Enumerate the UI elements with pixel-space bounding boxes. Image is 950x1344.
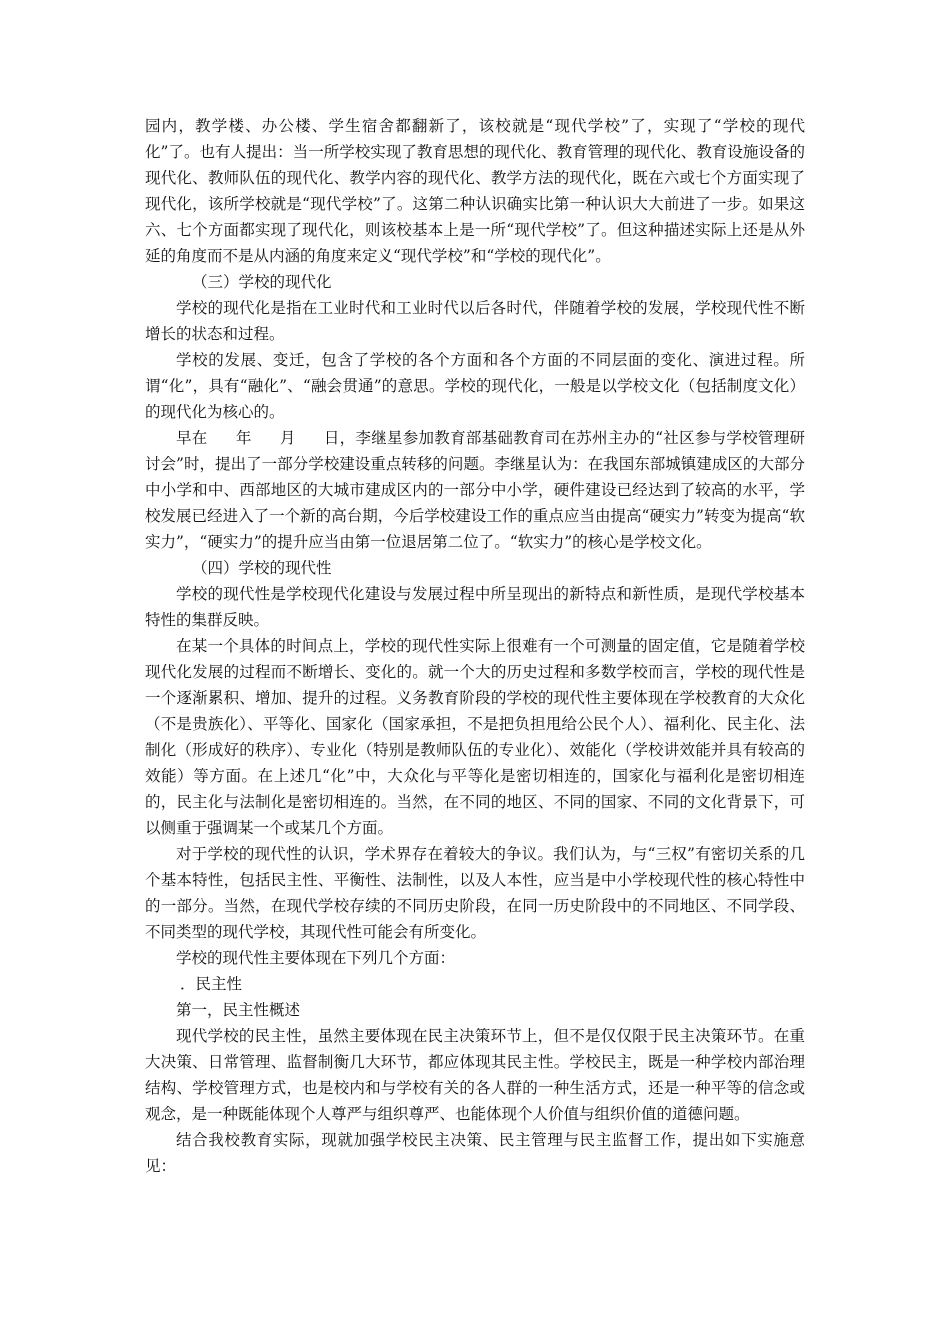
paragraph-intro: 园内，教学楼、办公楼、学生宿舍都翻新了，该校就是“现代学校”了，实现了“学校的现代化”了。也有人提出：当一所学校实现了教育思想的现代化、教育管理的现代化、教育设施设备的现代化、教师队伍的现代化、教学内容的现代化、教学方法的现代化，既在六或七个方面实现了现代化，该所学校就是“现代学校”了。这第二种认识确实比第一种认识大大前进了一步。如果这六、七个方面都实现了现代化，则该校基本上是一所“现代学校”了。但这种描述实际上还是从外延的角度而不是从内涵的角度来定义“现代学校”和“学校的现代化”。 (145, 117, 805, 265)
date-prefix: 早在 (176, 429, 208, 447)
section-heading-4: （四）学校的现代性 (192, 559, 332, 577)
section-heading-3: （三）学校的现代化 (192, 273, 332, 291)
list-item-democracy: ．民主性 (180, 975, 243, 993)
paragraph-modernity-debate: 对于学校的现代性的认识，学术界存在着较大的争议。我们认为，与“三权”有密切关系的几个基本特性，包括民主性、平衡性、法制性，以及人本性，应当是中小学校现代性的核心特性中的一部分。当然，在现代学校存续的不同历史阶段，在同一历史阶段中的不同地区、不同学段、不同类型的现代学校，其现代性可能会有所变化。 (145, 845, 805, 941)
paragraph-implementation: 结合我校教育实际，现就加强学校民主决策、民主管理与民主监督工作，提出如下实施意见： (145, 1131, 805, 1175)
paragraph-modernity-definition: 学校的现代性是学校现代化建设与发展过程中所呈现出的新特点和新性质，是现代学校基本特性的集群反映。 (145, 585, 805, 629)
paragraph-li-jixing-body: 日，李继星参加教育部基础教育司在苏州主办的“社区参与学校管理研讨会”时，提出了一部分学校建设重点转移的问题。李继星认为：在我国东部城镇建成区的大部分中小学和中、西部地区的大城市建成区内的一部分中小学，硬件建设已经达到了较高的水平，学校发展已经进入了一个新的高台期，今后学校建设工作的重点应当由提高“硬实力”转变为提高“软实力”，“硬实力”的提升应当由第一位退居第二位了。“软实力”的核心是学校文化。 (145, 429, 805, 551)
document-body (145, 113, 805, 1179)
paragraph-modernity-aspects: 学校的现代性主要体现在下列几个方面： (176, 949, 456, 967)
date-year-unit: 年 (235, 429, 252, 447)
paragraph-modernity-process: 在某一个具体的时间点上，学校的现代性实际上很难有一个可测量的固定值，它是随着学校现代化发展的过程而不断增长、变化的。就一个大的历史过程和多数学校而言，学校的现代性是一个逐渐累积、增加、提升的过程。义务教育阶段的学校的现代性主要体现在学校教育的大众化（不是贵族化）、平等化、国家化（国家承担，不是把负担甩给公民个人）、福利化、民主化、法制化（形成好的秩序）、专业化（特别是教师队伍的专业化）、效能化（学校讲效能并具有较高的效能）等方面。在上述几“化”中，大众化与平等化是密切相连的，国家化与福利化是密切相连的，民主化与法制化是密切相连的。当然，在不同的地区、不同的国家、不同的文化背景下，可以侧重于强调某一个或某几个方面。 (145, 637, 805, 837)
date-month-unit: 月 (279, 429, 296, 447)
paragraph-definition: 学校的现代化是指在工业时代和工业时代以后各时代，伴随着学校的发展，学校现代性不断增长的状态和过程。 (145, 299, 805, 343)
paragraph-democracy: 现代学校的民主性，虽然主要体现在民主决策环节上，但不是仅仅限于民主决策环节。在重大决策、日常管理、监督制衡几大环节，都应体现其民主性。学校民主，既是一种学校内部治理结构、学校管理方式，也是校内和与学校有关的各人群的一种生活方式，还是一种平等的信念或观念，是一种既能体现个人尊严与组织尊严、也能体现个人价值与组织价值的道德问题。 (145, 1027, 805, 1123)
paragraph-development: 学校的发展、变迁，包含了学校的各个方面和各个方面的不同层面的变化、演进过程。所谓“化”，具有“融化”、“融会贯通”的意思。学校的现代化，一般是以学校文化（包括制度文化）的现代化为核心的。 (145, 351, 805, 421)
subheading-democracy-overview: 第一，民主性概述 (176, 1001, 301, 1019)
paragraph-li-jixing (145, 425, 805, 555)
